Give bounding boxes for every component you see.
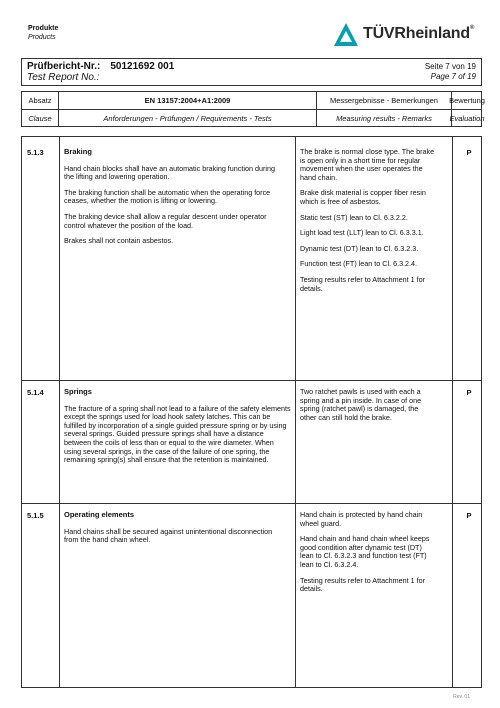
column-divider [452, 137, 453, 687]
requirement-text: Brakes shall not contain asbestos. [64, 236, 174, 246]
report-header-box [21, 58, 482, 86]
results-cell [300, 511, 436, 601]
col-clause-en: Clause [22, 110, 59, 127]
column-header-row-en [22, 110, 485, 127]
requirements-cell [64, 148, 286, 253]
col-requirements: Anforderungen - Prüfungen / Requirements - Tests [59, 110, 317, 127]
result-text: The brake is normal close type. The brake is open only in a short time for regular movement when the user operates the hand chain. [300, 147, 435, 182]
report-number-label-en: Test Report No.: [27, 72, 100, 83]
result-text: Testing results refer to Attachment 1 for details. [300, 274, 426, 293]
revision-footer: Rev. 01 [453, 694, 470, 700]
results-cell [300, 148, 436, 300]
requirements-cell [64, 388, 292, 472]
evaluation-verdict: P [466, 388, 472, 397]
col-standard: EN 13157:2004+A1:2009 [59, 92, 317, 109]
result-text: Light load test (LLT) lean to Cl. 6.3.3.1. [300, 228, 424, 238]
results-cell [300, 388, 436, 429]
requirements-cell [64, 511, 286, 552]
result-text: Static test (ST) lean to Cl. 6.3.2.2. [300, 212, 408, 222]
col-eval-en: Evaluation [449, 114, 485, 123]
result-text: Two ratchet pawls is used with each a spring and a pin inside. In case of one spring (ratchet pawl) is damaged, the other can still hold the brake. [300, 387, 422, 422]
result-text: Hand chain is protected by hand chain wheel guard. [300, 510, 423, 528]
column-header-row-de [22, 92, 485, 110]
page-number-en: Page 7 of 19 [430, 72, 476, 81]
requirement-text: The braking function shall be automatic when the operating force ceases, whether the motion is lifting or lowering. [64, 187, 271, 206]
result-text: Testing results refer to Attachment 1 for details. [300, 575, 426, 594]
col-clause-de: Absatz [22, 92, 59, 109]
evaluation-verdict: P [466, 148, 472, 157]
result-text: Dynamic test (DT) lean to Cl. 6.3.2.3. [300, 243, 419, 253]
result-text: Brake disk material is copper fiber resin which is free of asbestos. [300, 188, 426, 206]
requirement-text: Hand chain blocks shall have an automatic braking function during the lifting and lowering operation. [64, 163, 275, 182]
report-number-line [27, 61, 174, 72]
products-heading [28, 24, 58, 42]
col-eval-de: Bewertung [449, 96, 485, 105]
col-results-en: Measuring results - Remarks [317, 110, 452, 127]
report-number: 50121692 001 [110, 61, 175, 72]
test-table [21, 136, 482, 688]
requirement-text: The fracture of a spring shall not lead to a failure of the safety elements except the springs used for load hook safety latches. This can be fulfilled by incorporation of a single guided pressure spring or by using several springs. Guided pressure springs shall have a distance between the coils of less than or equal to the wire diameter. When using several springs, in the case of the failure of one spring, the remaining spring(s) shall ensure that the retention is maintained. [64, 403, 291, 465]
triangle-logo-icon [333, 22, 359, 48]
logo-wordmark: TÜVRheinland [363, 25, 470, 42]
requirement-text: The braking device shall allow a regular descent under operator control whatever the position of the load. [64, 211, 267, 230]
report-number-label-de: Prüfbericht-Nr.: [27, 61, 101, 72]
col-results-de: Messergebnisse - Bemerkungen [317, 92, 452, 109]
column-header-box [21, 91, 485, 127]
column-divider [59, 137, 60, 687]
requirement-text: Hand chains shall be secured against unintentional disconnection from the hand chain wheel. [64, 526, 273, 545]
clause-number: 5.1.3 [27, 148, 44, 157]
section-title: Braking [64, 147, 92, 156]
result-text: Hand chain and hand chain wheel keeps good condition after dynamic test (DT) lean to Cl. 6.3.2.3 and function test (FT) lean to Cl. 6.3.2.4. [300, 534, 430, 569]
row-divider [22, 503, 481, 504]
clause-number: 5.1.4 [27, 388, 44, 397]
column-divider [295, 137, 296, 687]
row-divider [22, 380, 481, 381]
logo-text [363, 25, 474, 43]
result-text: Function test (FT) lean to Cl. 6.3.2.4. [300, 259, 418, 269]
tuv-logo [333, 20, 483, 50]
logo-registered-mark: ® [469, 25, 475, 31]
section-title: Springs [64, 387, 92, 396]
products-en: Products [28, 34, 56, 41]
products-de: Produkte [28, 25, 59, 32]
evaluation-verdict: P [466, 511, 472, 520]
section-title: Operating elements [64, 510, 135, 519]
page-number-de: Seite 7 von 19 [424, 62, 476, 71]
clause-number: 5.1.5 [27, 511, 44, 520]
